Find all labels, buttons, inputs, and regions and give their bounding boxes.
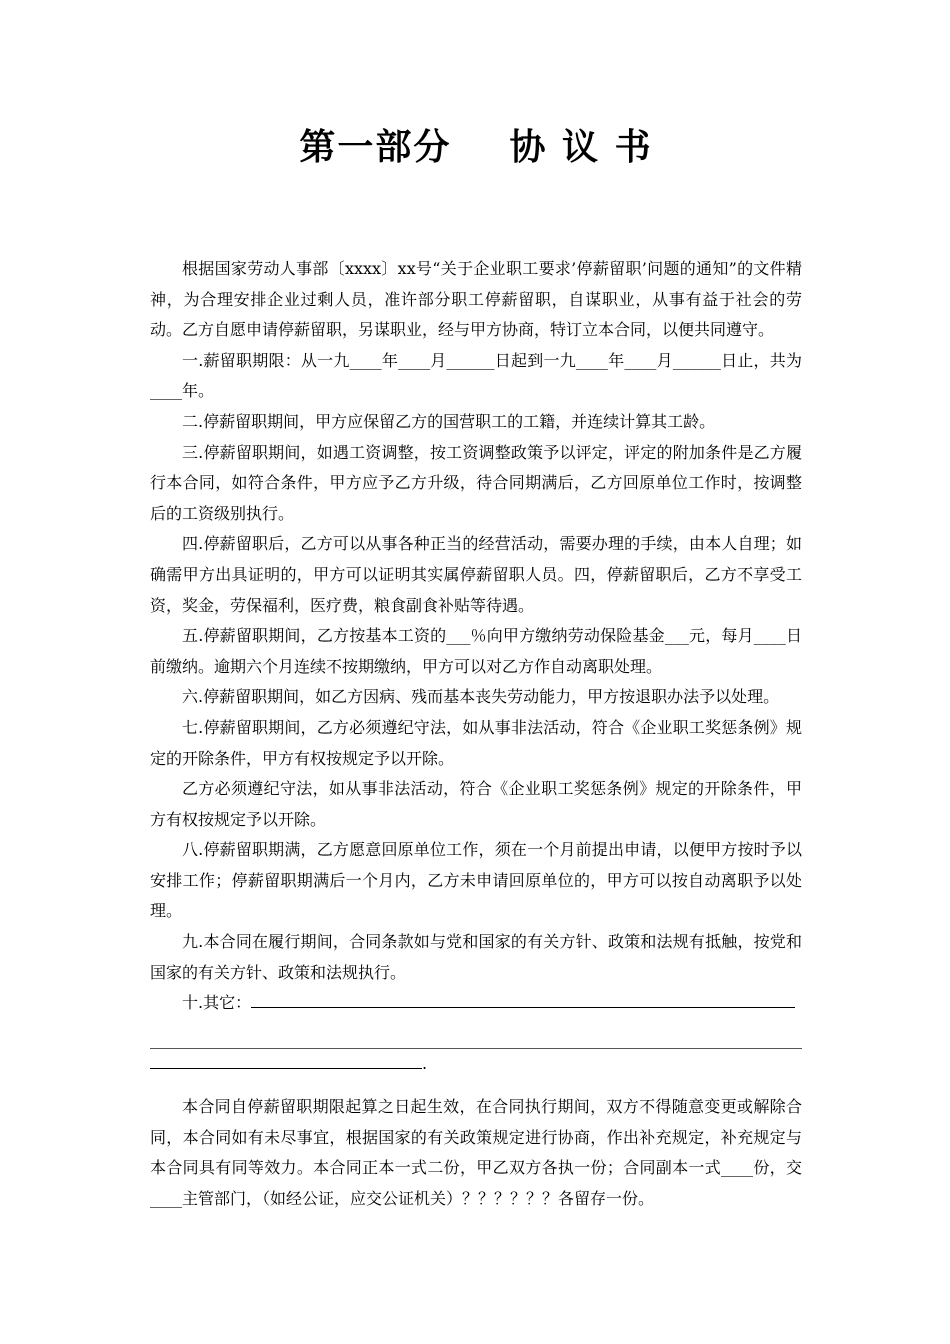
clause-10-other	[150, 988, 802, 1019]
clause-7-repeat: 乙方必须遵纪守法，如从事非法活动，符合《企业职工奖惩条例》规定的开除条件，甲方有权按规定予以开除。	[150, 779, 802, 829]
clause-8-return: 八.停薪留职期满，乙方愿意回原单位工作，须在一个月前提出申请，以便甲方按时予以安排工作；停薪留职期满后一个月内，乙方未申请回原单位的，甲方可以按自动离职予以处理。	[150, 840, 802, 921]
other-fill-line-2[interactable]	[150, 1019, 802, 1050]
page-title: 第一部分 协 议 书	[299, 127, 653, 168]
other-end: .	[422, 1054, 428, 1074]
agreement-body	[150, 254, 802, 1214]
clause-1-term: 一.薪留职期限：从一九____年____月______日起到一九____年____月______日止，共为____年。	[150, 350, 802, 401]
other-fill-line-3-row	[150, 1049, 802, 1080]
other-label: 十.其它：	[182, 993, 252, 1013]
clause-3-wage: 三.停薪留职期间，如遇工资调整，按工资调整政策予以评定，评定的附加条件是乙方履行本合同，如符合条件，甲方应予乙方升级，待合同期满后，乙方回原单位工作时，按调整后的工资级别执行。	[150, 442, 802, 523]
clause-2-status: 二.停薪留职期间，甲方应保留乙方的国营职工的工籍，并连续计算其工龄。	[182, 411, 716, 431]
other-fill-line[interactable]	[251, 1006, 795, 1008]
clause-6-disability: 六.停薪留职期间，如乙方因病、残而基本丧失劳动能力，甲方按退职办法予以处理。	[182, 687, 780, 707]
clause-9-policy: 九.本合同在履行期间，合同条款如与党和国家的有关方针、政策和法规有抵触，按党和国家的有关方针、政策和法规执行。	[150, 932, 802, 982]
clause-7-discipline: 七.停薪留职期间，乙方必须遵纪守法，如从事非法活动，符合《企业职工奖惩条例》规定的开除条件，甲方有权按规定予以开除。	[150, 717, 802, 768]
intro-paragraph: 根据国家劳动人事部〔xxxx〕xx号“关于企业职工要求’停薪留职’问题的通知”的文件精神，为合理安排企业过剩人员，准许部分职工停薪留职，自谋职业，从事有益于社会的劳动。乙方自愿申请停薪留职，另谋职业，经与甲方协商，特订立本合同，以便共同遵守。	[150, 259, 802, 340]
clause-4-business: 四.停薪留职后，乙方可以从事各种正当的经营活动，需要办理的手续，由本人自理；如确需甲方出具证明的，甲方可以证明其实属停薪留职人员。四，停薪留职后，乙方不享受工资，奖金，劳保福利，医疗费，粮食副食补贴等待遇。	[150, 534, 802, 615]
closing-paragraph: 本合同自停薪留职期限起算之日起生效，在合同执行期间，双方不得随意变更或解除合同，本合同如有未尽事宜，根据国家的有关政策规定进行协商，作出补充规定，补充规定与本合同具有同等效力。本合同正本一式二份，甲乙双方各执一份；合同副本一式____份，交____主管部门，（如经公证，应交公证机关）？？？？？？各留存一份。	[150, 1097, 802, 1208]
other-fill-line-3[interactable]	[150, 1067, 422, 1069]
clause-5-insurance: 五.停薪留职期间，乙方按基本工资的___％向甲方缴纳劳动保险基金___元，每月____日前缴纳。逾期六个月连续不按期缴纳，甲方可以对乙方作自动离职处理。	[150, 626, 802, 676]
